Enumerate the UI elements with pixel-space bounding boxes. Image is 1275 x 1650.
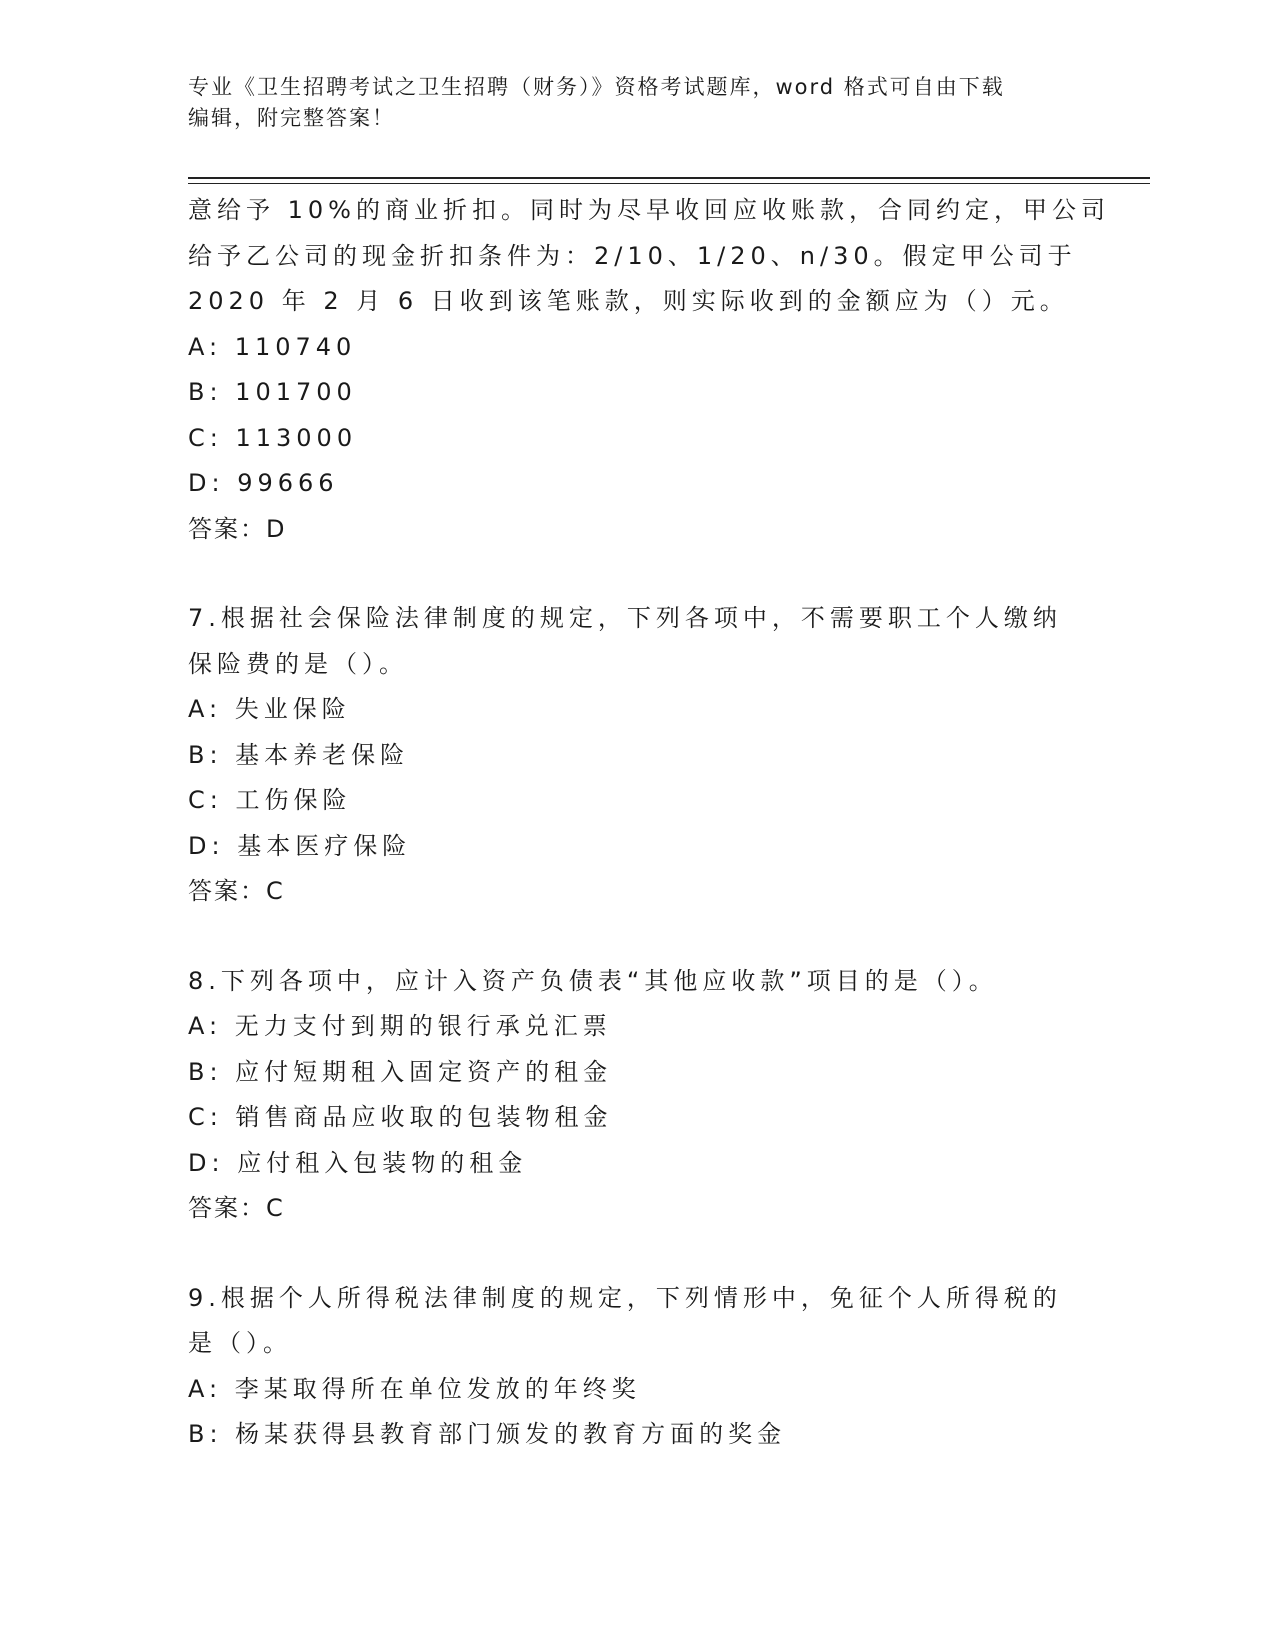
question-7 [188, 596, 1088, 915]
question-8 [188, 959, 1088, 1232]
option-b: B: 101700 [188, 378, 357, 406]
option-d: D: 99666 [188, 469, 339, 497]
option-a: A: 李某取得所在单位发放的年终奖 [188, 1374, 641, 1403]
question-stem: 是（）。 [188, 1329, 292, 1357]
question-stem: 给予乙公司的现金折扣条件为：2/10、1/20、n/30。假定甲公司于 [188, 241, 1077, 270]
option-a: A: 失业保险 [188, 695, 351, 723]
question-stem: 8.下列各项中，应计入资产负债表“其他应收款”项目的是（）。 [188, 966, 998, 995]
answer: 答案：C [188, 1194, 285, 1222]
document-header [188, 72, 1088, 134]
header-rule-thick [188, 177, 1150, 179]
option-a: A: 110740 [188, 332, 357, 361]
document-body [188, 188, 1110, 1458]
header-line-2: 编辑，附完整答案！ [188, 106, 395, 130]
answer: 答案：C [188, 877, 285, 905]
option-a: A: 无力支付到期的银行承兑汇票 [188, 1012, 612, 1040]
header-line-1: 专业《卫生招聘考试之卫生招聘（财务）》资格考试题库，word 格式可自由下载 [188, 75, 1005, 99]
question-stem: 9.根据个人所得税法律制度的规定，下列情形中，免征个人所得税的 [188, 1283, 1062, 1312]
question-stem: 意给予 10%的商业折扣。同时为尽早收回应收账款，合同约定，甲公司 [188, 196, 1110, 224]
option-d: D: 基本医疗保险 [188, 831, 412, 860]
option-c: C: 工伤保险 [188, 786, 352, 814]
option-c: C: 销售商品应收取的包装物租金 [188, 1103, 613, 1131]
question-stem: 2020 年 2 月 6 日收到该笔账款，则实际收到的金额应为（）元。 [188, 287, 1069, 315]
question-stem: 7.根据社会保险法律制度的规定，下列各项中，不需要职工个人缴纳 [188, 604, 1062, 632]
option-c: C: 113000 [188, 423, 358, 452]
header-rule-thin [188, 183, 1150, 184]
question-9 [188, 1276, 1088, 1458]
question-stem: 保险费的是（）。 [188, 649, 408, 678]
option-b: B: 杨某获得县教育部门颁发的教育方面的奖金 [188, 1420, 787, 1448]
option-b: B: 基本养老保险 [188, 740, 410, 769]
question-6 [188, 188, 1110, 552]
option-d: D: 应付租入包装物的租金 [188, 1148, 528, 1177]
answer: 答案：D [188, 514, 287, 543]
option-b: B: 应付短期租入固定资产的租金 [188, 1057, 613, 1086]
